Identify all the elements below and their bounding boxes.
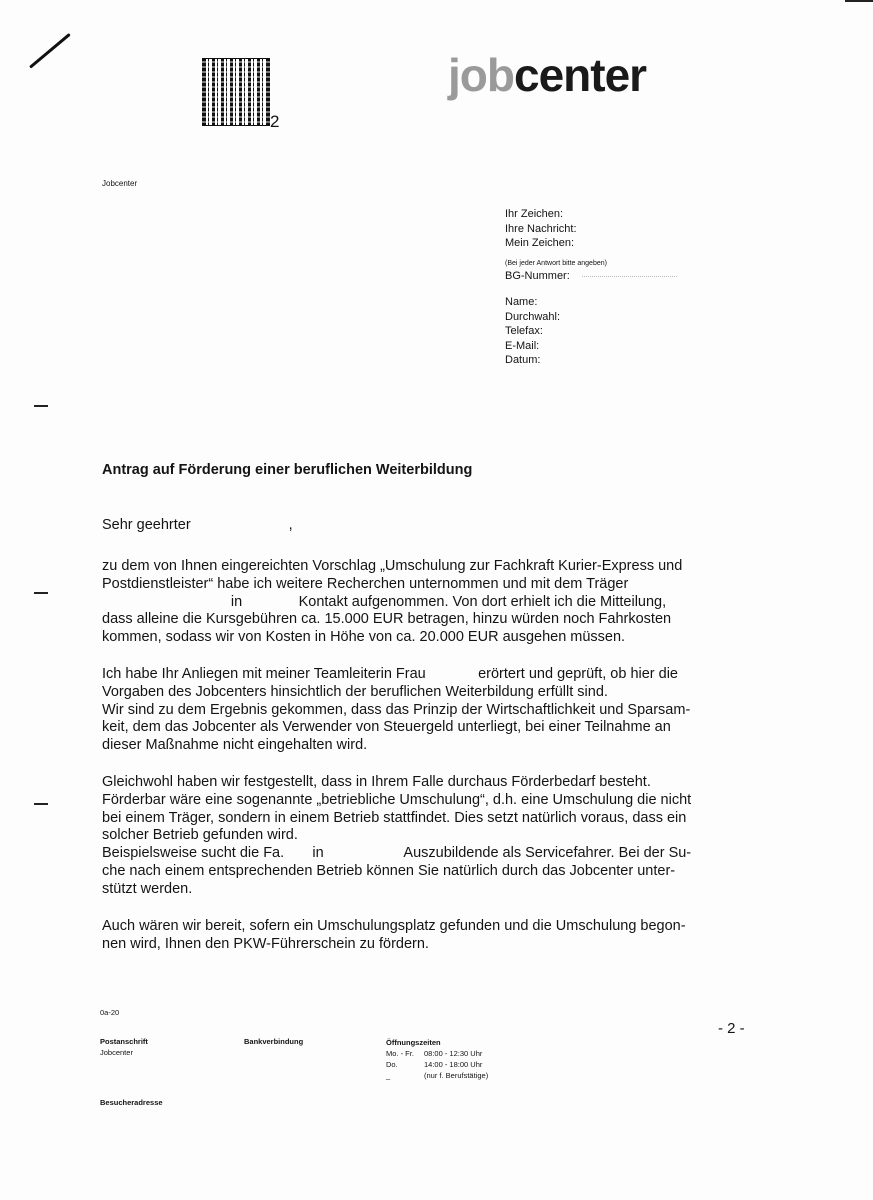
paragraph-line: stützt werden. [102,880,193,897]
email-label: E-Mail: [505,339,540,352]
ihr-zeichen-label: Ihr Zeichen: [505,208,564,220]
page-number: - 2 - [718,1020,745,1037]
paragraph-2 [102,666,742,755]
hours-time: (nur f. Berufstätige) [424,1071,489,1080]
logo-suffix: center [513,49,647,101]
hours-time: 14:00 - 18:00 Uhr [424,1060,483,1069]
barcode-number: 2 [270,112,280,131]
paragraph-3 [102,774,742,899]
mein-zeichen-label: Mein Zeichen: [505,237,575,249]
telefax-label: Telefax: [505,325,543,337]
name-label: Name: [505,296,538,308]
paragraph-line: Gleichwohl haben wir festgestellt, dass in Ihrem Falle durchaus Förderbedarf besteht. [102,774,651,790]
hours-day: Mo. - Fr. [386,1049,414,1058]
paragraph-line: dass alleine die Kursgebühren ca. 15.000 EUR betragen, hinzu würden noch Fahrkosten [102,611,672,628]
paragraph-line: Postdienstleister“ habe ich weitere Recherchen unternommen und mit dem Träger [102,575,629,592]
oeffnungszeiten-label: Öffnungszeiten [386,1038,441,1047]
fold-mark [34,405,48,407]
paragraph-line: che nach einem entsprechenden Betrieb können Sie natürlich durch das Jobcenter unter- [102,862,676,879]
paragraph-1 [102,558,742,647]
paragraph-line: Wir sind zu dem Ergebnis gekommen, dass das Prinzip der Wirtschaftlichkeit und Sparsam- [102,701,691,718]
bankverbindung-label: Bankverbindung [244,1037,304,1046]
paragraph-line: in Kontakt aufgenommen. Von dort erhielt ich die Mitteilung, [102,593,667,610]
paragraph-line: Auch wären wir bereit, sofern ein Umschulungsplatz gefunden und die Umschulung begon- [102,918,686,934]
pen-mark [29,33,71,69]
jobcenter-logo [448,49,647,101]
hours-time: 08:00 - 12:30 Uhr [424,1049,483,1058]
besucheradresse-label: Besucheradresse [100,1098,163,1107]
paragraph-line: dieser Maßnahme nicht eingehalten wird. [102,737,368,754]
fold-mark [34,803,48,805]
datamatrix-barcode [202,58,270,126]
paragraph-line: Förderbar wäre eine sogenannte „betriebliche Umschulung“, d.h. eine Umschulung die nicht [102,791,692,808]
paragraph-line: nen wird, Ihnen den PKW-Führerschein zu fördern. [102,935,429,952]
reference-block [505,207,607,368]
paragraph-line: Ich habe Ihr Anliegen mit meiner Teamleiterin Frau erörtert und geprüft, ob hier die [102,666,678,682]
bankverbindung-block [244,1036,303,1047]
ihre-nachricht-label: Ihre Nachricht: [505,222,577,235]
paragraph-line: solcher Betrieb gefunden wird. [102,827,298,844]
punch-mark [34,592,48,594]
durchwahl-label: Durchwahl: [505,310,561,323]
paragraph-line: Beispielsweise sucht die Fa. in Auszubildende als Servicefahrer. Bei der Su- [102,845,692,862]
postanschrift-block [100,1036,148,1058]
logo-prefix: job [448,49,514,101]
paragraph-line: keit, dem das Jobcenter als Verwender von Steuergeld unterliegt, bei einer Teilnahme an [102,719,671,736]
paragraph-line: kommen, sodass wir von Kosten in Höhe von ca. 20.000 EUR ausgehen müssen. [102,629,626,646]
salutation-comma: , [288,517,293,533]
paragraph-line: zu dem von Ihnen eingereichten Vorschlag „Umschulung zur Fachkraft Kurier-Express und [102,558,683,574]
salutation [102,517,293,533]
letter-subject: Antrag auf Förderung einer beruflichen Weiterbildung [102,462,473,478]
paragraph-4 [102,918,742,954]
bg-number-dotted-line [582,276,677,277]
datum-label: Datum: [505,354,541,366]
sender-line: Jobcenter [102,179,138,188]
bg-nummer-label: BG-Nummer: [505,269,570,282]
form-code: 0a-20 [100,1008,120,1017]
salutation-text: Sehr geehrter [102,517,191,533]
hours-day: Do. [386,1060,398,1069]
postanschrift-value: Jobcenter [100,1048,133,1057]
reference-note: (Bei jeder Antwort bitte angeben) [505,259,607,267]
scan-corner-mark [845,0,873,8]
paragraph-line: Vorgaben des Jobcenters hinsichtlich der beruflichen Weiterbildung erfüllt sind. [102,683,608,700]
oeffnungszeiten-block [386,1037,488,1081]
besucheradresse-block [100,1097,163,1108]
paragraph-line: bei einem Träger, sondern in einem Betrieb stattfindet. Dies setzt natürlich voraus, dass ein [102,809,687,826]
postanschrift-label: Postanschrift [100,1037,148,1046]
hours-day: _ [386,1071,391,1080]
